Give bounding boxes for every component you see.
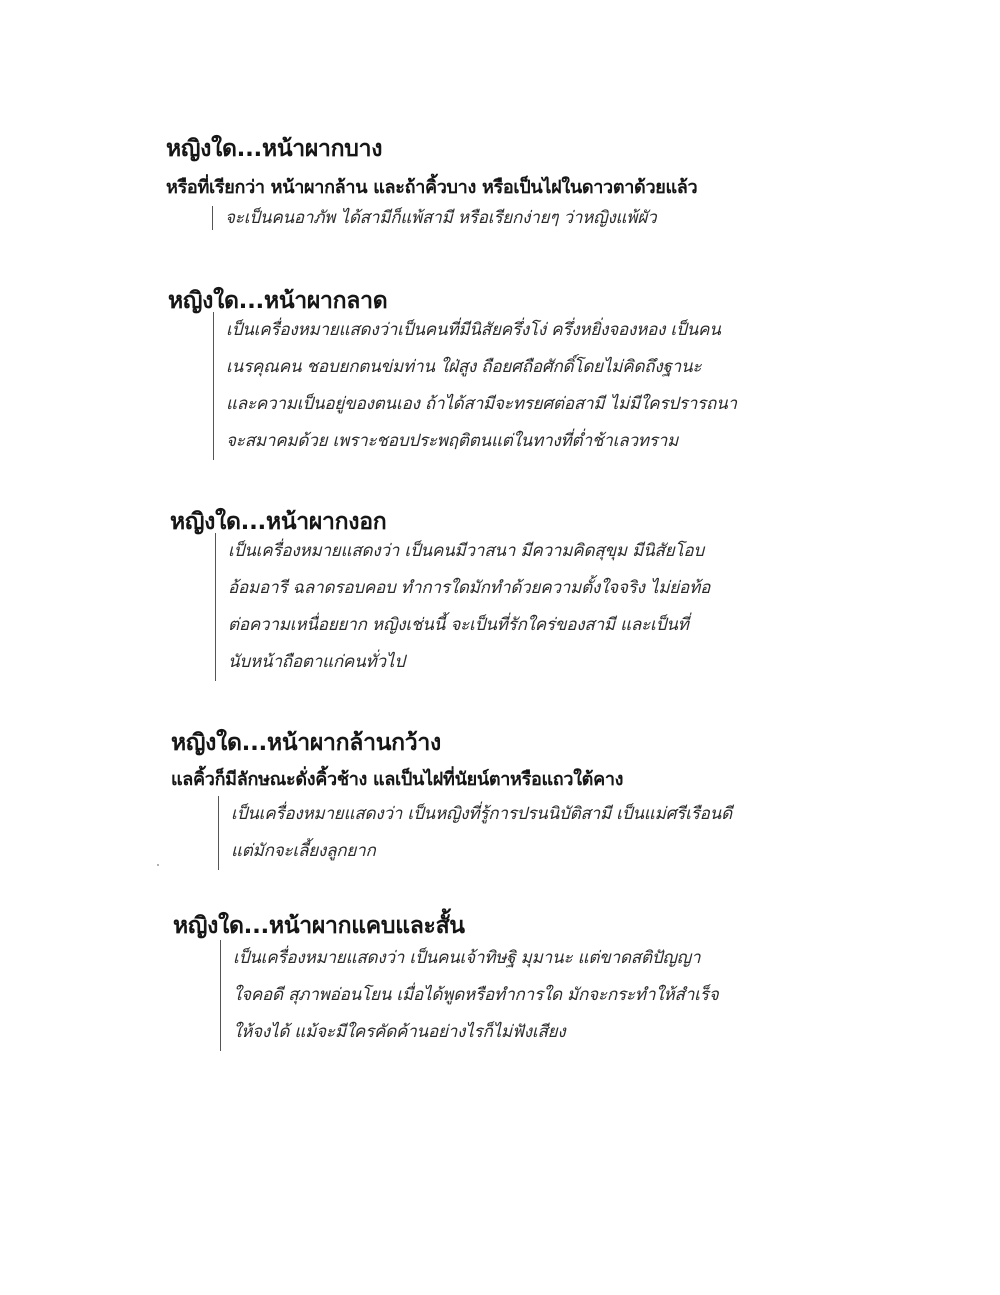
body-line: เป็นเครื่องหมายแสดงว่า เป็นหญิงที่รู้การปรนนิบัติสามี เป็นแม่ศรีเรือนดี [231, 804, 732, 824]
body-line: ต่อความเหนื่อยยาก หญิงเช่นนี้ จะเป็นที่รักใคร่ของสามี และเป็นที่ [228, 615, 689, 635]
section-body [218, 796, 732, 870]
section-body [220, 940, 718, 1051]
section-subheading: หรือที่เรียกว่า หน้าผากล้าน และถ้าคิ้วบาง หรือเป็นไฝในดาวตาด้วยแล้ว [166, 177, 698, 198]
section-heading: หญิงใด...หน้าผากงอก [170, 509, 387, 535]
body-line: เป็นเครื่องหมายแสดงว่า เป็นคนมีวาสนา มีความคิดสุขุม มีนิสัยโอบ [228, 541, 704, 561]
section-body [215, 533, 710, 681]
body-line: จะสมาคมด้วย เพราะชอบประพฤติตนแต่ในทางที่ต่ำช้าเลวทราม [226, 431, 679, 451]
section-heading: หญิงใด...หน้าผากบาง [166, 136, 383, 162]
section-heading: หญิงใด...หน้าผากลาด [168, 288, 388, 314]
body-line: เป็นเครื่องหมายแสดงว่าเป็นคนที่มีนิสัยครึ่งโง่ ครึ่งหยิ่งจองหอง เป็นคน [226, 320, 721, 340]
body-line: ใจคอดี สุภาพอ่อนโยน เมื่อได้พูดหรือทำการใด มักจะกระทำให้สำเร็จ [233, 985, 719, 1005]
body-line: เนรคุณคน ชอบยกตนข่มท่าน ใฝ่สูง ถือยศถือศักดิ์โดยไม่คิดถึงฐานะ [226, 357, 702, 377]
section-heading: หญิงใด...หน้าผากแคบและสั้น [173, 913, 465, 939]
body-line: ให้จงได้ แม้จะมีใครคัดค้านอย่างไรก็ไม่ฟังเสียง [233, 1022, 566, 1042]
body-line: จะเป็นคนอาภัพ ได้สามีก็แพ้สามี หรือเรียกง่ายๆ ว่าหญิงแพ้ผัว [225, 208, 657, 228]
body-line: เป็นเครื่องหมายแสดงว่า เป็นคนเจ้าทิษฐิ มุมานะ แต่ขาดสติปัญญา [233, 948, 701, 968]
section-heading: หญิงใด...หน้าผากล้านกว้าง [171, 730, 441, 756]
section-body [213, 312, 737, 460]
body-line: นับหน้าถือตาแก่คนทั่วไป [228, 652, 405, 672]
body-line: แต่มักจะเลี้ยงลูกยาก [231, 841, 376, 861]
body-line: อ้อมอารี ฉลาดรอบคอบ ทำการใดมักทำด้วยความตั้งใจจริง ไม่ย่อท้อ [228, 578, 711, 598]
scan-speck [157, 864, 159, 866]
body-line: และความเป็นอยู่ของตนเอง ถ้าได้สามีจะทรยศต่อสามี ไม่มีใครปรารถนา [226, 394, 737, 414]
section-body [212, 206, 656, 230]
section-subheading: แลคิ้วก็มีลักษณะดั่งคิ้วช้าง แลเป็นไฝที่นัยน์ตาหรือแถวใต้คาง [171, 769, 624, 790]
